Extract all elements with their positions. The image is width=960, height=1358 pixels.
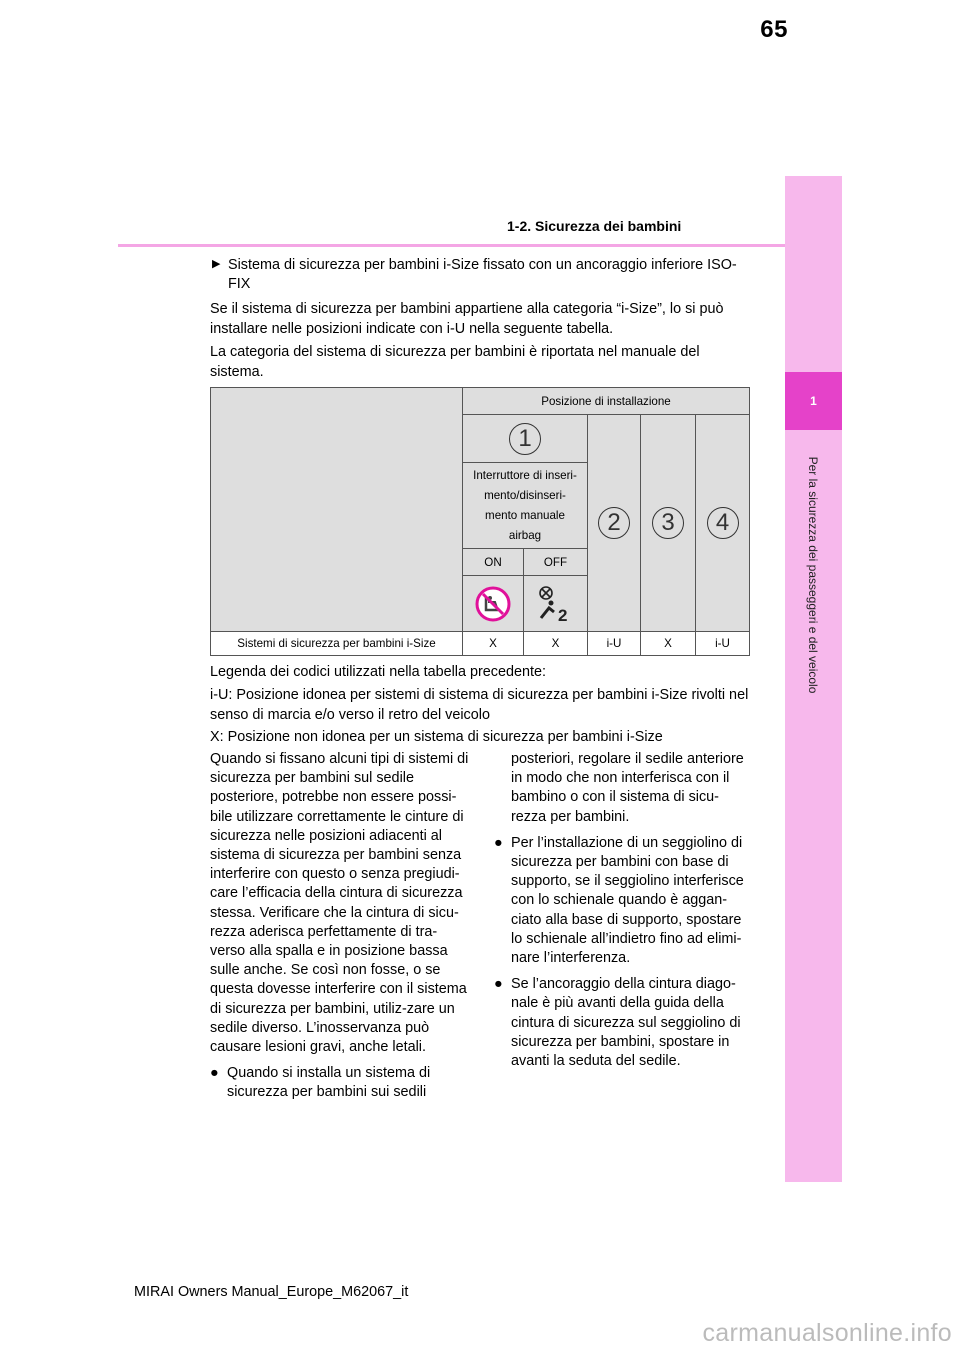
list-item	[494, 834, 749, 968]
manual-id-footer: MIRAI Owners Manual_Europe_M62067_it	[134, 1284, 409, 1300]
right-column	[494, 750, 749, 1071]
airbag-switch-line: airbag	[508, 528, 542, 542]
intro-paragraph: Se il sistema di sicurezza per bambini appartiene alla categoria “i-Size”, lo si può installare nelle posizioni indicate con i-U nella seguente tabella.	[210, 301, 724, 337]
position-1-cell	[463, 415, 588, 463]
table-row-label: Sistemi di sicurezza per bambini i-Size	[211, 632, 463, 655]
list-item	[210, 1064, 470, 1102]
category-paragraph: La categoria del sistema di sicurezza per bambini è riportata nel manuale del sistema.	[210, 344, 700, 380]
bullet-text: Quando si installa un sistema di sicurezza per bambini sui sedili	[227, 1065, 431, 1101]
page-number: 65	[760, 16, 788, 43]
airbag-switch-line: mento/disinseri-	[484, 488, 566, 502]
airbag-on-icon-cell	[463, 576, 524, 632]
airbag-switch-line: mento manuale	[485, 508, 565, 522]
position-3-cell	[641, 415, 696, 632]
svg-text:2: 2	[557, 605, 567, 624]
airbag-off-label: OFF	[524, 549, 588, 576]
airbag-off-passenger-icon	[536, 584, 576, 624]
table-cell: X	[641, 632, 696, 655]
bullet-continuation: posteriori, regolare il sedile anteriore in modo che non interferisca con il bambino o con il sistema di sicu-rezza per bambini.	[511, 751, 744, 825]
position-number-4: 4	[707, 507, 739, 539]
table-cell: X	[524, 632, 588, 655]
table-cell: X	[463, 632, 524, 655]
bullet-icon: ●	[494, 834, 503, 851]
airbag-on-label: ON	[463, 549, 524, 576]
legend-intro: Legenda dei codici utilizzati nella tabella precedente:	[210, 664, 547, 680]
header-rule	[118, 244, 785, 247]
bullet-icon: ●	[210, 1065, 219, 1082]
bullet-icon: ●	[494, 976, 503, 993]
heading-line1: Sistema di sicurezza per bambini i-Size fissato con un ancoraggio inferiore ISO-	[228, 257, 737, 273]
legend-x: X: Posizione non idonea per un sistema di sicurezza per bambini i-Size	[210, 729, 663, 745]
installation-position-header: Posizione di installazione	[463, 388, 749, 415]
position-2-cell	[588, 415, 641, 632]
position-number-2: 2	[598, 507, 630, 539]
chapter-number-tab[interactable]: 1	[785, 372, 842, 430]
heading-line2: FIX	[228, 276, 251, 292]
chapter-title: Per la sicurezza dei passeggeri e del veicolo	[806, 456, 820, 694]
table-cell: i-U	[696, 632, 749, 655]
airbag-on-prohibited-icon	[474, 585, 512, 623]
left-column	[210, 750, 470, 1103]
table-empty-corner	[211, 388, 463, 632]
table-cell: i-U	[588, 632, 641, 655]
position-4-cell	[696, 415, 749, 632]
position-number-3: 3	[652, 507, 684, 539]
installation-table	[210, 387, 750, 656]
airbag-off-icon-cell	[524, 576, 588, 632]
bullet-text: Se l’ancoraggio della cintura diago-nale è più avanti della guida della cintura di sicurezza sul seggiolino di sicurezza per bambini, spostare in avanti la seduta del sedile.	[511, 976, 741, 1070]
triangle-marker-icon: ▶	[212, 258, 221, 270]
watermark: carmanualsonline.info	[702, 1319, 952, 1347]
section-title: 1-2. Sicurezza dei bambini	[507, 218, 682, 234]
seatbelt-warning-paragraph: Quando si fissano alcuni tipi di sistemi di sicurezza per bambini sul sedile posteriore, potrebbe non essere possi-bile utilizzare correttamente le cinture di sicurezza nelle posizioni adiacenti al sistema di sicurezza per bambini senza interferire con questo o senza pregiudi-care l’efficacia della cintura di sicurezza stessa. Verificare che la cintura di sicu-rezza aderisca perfettamente di tra-verso alla spalla e in posizione bassa sulle anche. Se così non fosse, o se questa dovesse interferire con il sistema di sicurezza per bambini, utiliz-zare un sedile diverso. L’inosservanza può causare lesioni gravi, anche letali.	[210, 751, 469, 1056]
bullet-text: Per l’installazione di un seggiolino di sicurezza per bambini con base di supporto, se il seggiolino interferisce con lo schienale quando è aggan-ciato alla base di supporto, spostare lo schienale all’indietro fino ad elimi-nare l’interferenza.	[511, 834, 744, 967]
airbag-switch-label	[463, 463, 588, 549]
legend-iu: i-U: Posizione idonea per sistemi di sistema di sicurezza per bambini i-Size rivolti nel senso di marcia e/o verso il retro del veicolo	[210, 687, 749, 723]
airbag-switch-line: Interruttore di inseri-	[473, 468, 577, 482]
list-item	[494, 975, 749, 1071]
position-number-1: 1	[509, 423, 541, 455]
